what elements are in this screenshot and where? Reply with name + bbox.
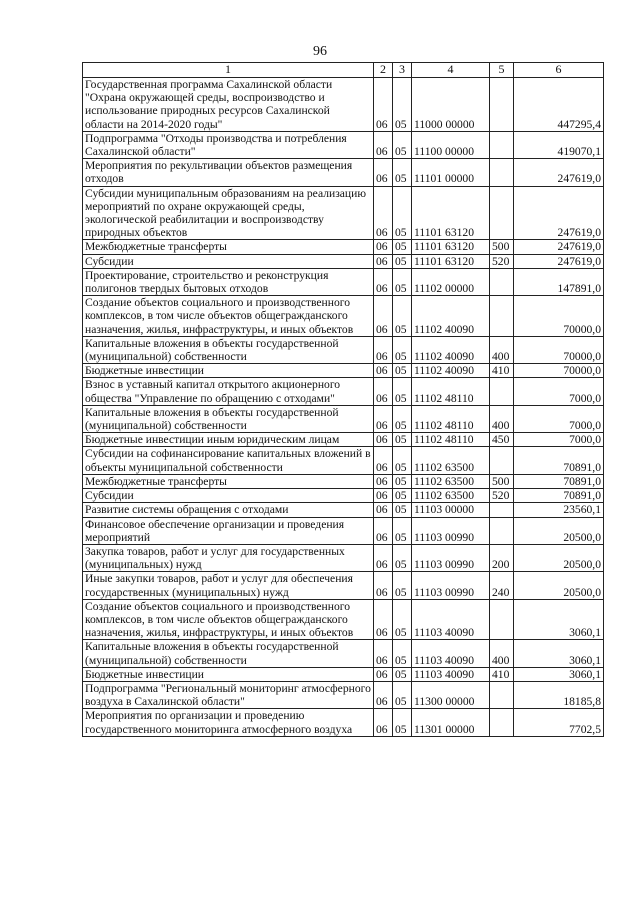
table-row bbox=[83, 433, 604, 447]
row-name: Бюджетные инвестиции bbox=[83, 667, 374, 681]
row-expense-type: 520 bbox=[490, 254, 514, 268]
row-target-article: 11300 00000 bbox=[412, 681, 490, 708]
row-expense-type: 240 bbox=[490, 572, 514, 599]
row-section: 06 bbox=[374, 240, 393, 254]
row-name: Капитальные вложения в объекты государственной (муниципальной) собственности bbox=[83, 640, 374, 667]
row-target-article: 11102 40090 bbox=[412, 336, 490, 363]
row-amount: 7702,5 bbox=[514, 709, 604, 736]
row-name: Финансовое обеспечение организации и проведения мероприятий bbox=[83, 517, 374, 544]
row-subsection: 05 bbox=[393, 433, 412, 447]
row-expense-type: 400 bbox=[490, 405, 514, 432]
table-row bbox=[83, 336, 604, 363]
row-subsection: 05 bbox=[393, 667, 412, 681]
row-subsection: 05 bbox=[393, 489, 412, 503]
row-amount: 70891,0 bbox=[514, 474, 604, 488]
row-section: 06 bbox=[374, 640, 393, 667]
row-expense-type bbox=[490, 378, 514, 405]
row-expense-type: 410 bbox=[490, 364, 514, 378]
row-expense-type: 410 bbox=[490, 667, 514, 681]
table-row bbox=[83, 447, 604, 474]
row-name: Создание объектов социального и производственного комплексов, в том числе объектов общегражданского назначения, жилья, инфраструктуры, и иных объектов bbox=[83, 296, 374, 337]
page-number: 96 bbox=[313, 44, 327, 59]
row-section: 06 bbox=[374, 599, 393, 640]
row-name: Государственная программа Сахалинской области "Охрана окружающей среды, воспроизводство и использование природных ресурсов Сахалинской области на 2014-2020 годы" bbox=[83, 78, 374, 132]
row-amount: 247619,0 bbox=[514, 240, 604, 254]
row-section: 06 bbox=[374, 336, 393, 363]
row-name: Иные закупки товаров, работ и услуг для обеспечения государственных (муниципальных) нужд bbox=[83, 572, 374, 599]
row-section: 06 bbox=[374, 159, 393, 186]
row-subsection: 05 bbox=[393, 364, 412, 378]
row-section: 06 bbox=[374, 405, 393, 432]
table-row bbox=[83, 489, 604, 503]
table-row bbox=[83, 667, 604, 681]
column-header-amount: 6 bbox=[514, 63, 604, 78]
row-name: Капитальные вложения в объекты государственной (муниципальной) собственности bbox=[83, 405, 374, 432]
table-row bbox=[83, 78, 604, 132]
row-target-article: 11103 00990 bbox=[412, 544, 490, 571]
row-expense-type: 400 bbox=[490, 336, 514, 363]
row-subsection: 05 bbox=[393, 254, 412, 268]
row-amount: 20500,0 bbox=[514, 544, 604, 571]
row-name: Субсидии bbox=[83, 489, 374, 503]
table-row bbox=[83, 254, 604, 268]
row-name: Взнос в уставный капитал открытого акционерного общества "Управление по обращению с отходами" bbox=[83, 378, 374, 405]
row-name: Подпрограмма "Региональный мониторинг атмосферного воздуха в Сахалинской области" bbox=[83, 681, 374, 708]
column-header-name: 1 bbox=[83, 63, 374, 78]
column-header-subsection: 3 bbox=[393, 63, 412, 78]
row-target-article: 11101 63120 bbox=[412, 254, 490, 268]
row-expense-type bbox=[490, 447, 514, 474]
row-name: Бюджетные инвестиции bbox=[83, 364, 374, 378]
row-target-article: 11103 00990 bbox=[412, 572, 490, 599]
row-expense-type: 200 bbox=[490, 544, 514, 571]
row-name: Капитальные вложения в объекты государственной (муниципальной) собственности bbox=[83, 336, 374, 363]
row-name: Мероприятия по рекультивации объектов размещения отходов bbox=[83, 159, 374, 186]
column-header-section: 2 bbox=[374, 63, 393, 78]
row-expense-type bbox=[490, 517, 514, 544]
row-expense-type bbox=[490, 503, 514, 517]
row-target-article: 11101 63120 bbox=[412, 240, 490, 254]
row-section: 06 bbox=[374, 681, 393, 708]
table-row bbox=[83, 503, 604, 517]
row-subsection: 05 bbox=[393, 503, 412, 517]
table-row bbox=[83, 131, 604, 158]
row-amount: 247619,0 bbox=[514, 186, 604, 240]
table-row bbox=[83, 474, 604, 488]
row-expense-type bbox=[490, 159, 514, 186]
row-amount: 70000,0 bbox=[514, 336, 604, 363]
table-row bbox=[83, 296, 604, 337]
row-section: 06 bbox=[374, 544, 393, 571]
row-target-article: 11102 63500 bbox=[412, 489, 490, 503]
table-row bbox=[83, 364, 604, 378]
table-row bbox=[83, 599, 604, 640]
row-target-article: 11102 00000 bbox=[412, 268, 490, 295]
table-body bbox=[83, 63, 604, 737]
row-section: 06 bbox=[374, 447, 393, 474]
row-target-article: 11103 40090 bbox=[412, 640, 490, 667]
column-header-type: 5 bbox=[490, 63, 514, 78]
row-target-article: 11000 00000 bbox=[412, 78, 490, 132]
row-target-article: 11102 40090 bbox=[412, 296, 490, 337]
row-amount: 23560,1 bbox=[514, 503, 604, 517]
table-row bbox=[83, 709, 604, 736]
row-amount: 3060,1 bbox=[514, 667, 604, 681]
row-target-article: 11102 48110 bbox=[412, 405, 490, 432]
table-row bbox=[83, 378, 604, 405]
row-expense-type: 500 bbox=[490, 240, 514, 254]
row-name: Межбюджетные трансферты bbox=[83, 240, 374, 254]
row-expense-type bbox=[490, 296, 514, 337]
row-subsection: 05 bbox=[393, 186, 412, 240]
row-target-article: 11103 40090 bbox=[412, 667, 490, 681]
row-section: 06 bbox=[374, 78, 393, 132]
row-amount: 70000,0 bbox=[514, 296, 604, 337]
row-target-article: 11102 63500 bbox=[412, 447, 490, 474]
row-expense-type: 520 bbox=[490, 489, 514, 503]
row-target-article: 11301 00000 bbox=[412, 709, 490, 736]
row-amount: 3060,1 bbox=[514, 640, 604, 667]
column-header-csr: 4 bbox=[412, 63, 490, 78]
table-row bbox=[83, 544, 604, 571]
row-section: 06 bbox=[374, 517, 393, 544]
row-section: 06 bbox=[374, 378, 393, 405]
row-subsection: 05 bbox=[393, 544, 412, 571]
row-subsection: 05 bbox=[393, 296, 412, 337]
row-section: 06 bbox=[374, 433, 393, 447]
row-expense-type bbox=[490, 78, 514, 132]
row-subsection: 05 bbox=[393, 640, 412, 667]
row-name: Субсидии муниципальным образованиям на реализацию мероприятий по охране окружающей среды, экологической реабилитации и воспроизводству природных объектов bbox=[83, 186, 374, 240]
row-target-article: 11102 40090 bbox=[412, 364, 490, 378]
row-subsection: 05 bbox=[393, 474, 412, 488]
row-name: Проектирование, строительство и реконструкция полигонов твердых бытовых отходов bbox=[83, 268, 374, 295]
row-subsection: 05 bbox=[393, 447, 412, 474]
row-name: Межбюджетные трансферты bbox=[83, 474, 374, 488]
row-amount: 147891,0 bbox=[514, 268, 604, 295]
row-name: Мероприятия по организации и проведению государственного мониторинга атмосферного воздуха bbox=[83, 709, 374, 736]
row-section: 06 bbox=[374, 667, 393, 681]
row-expense-type: 500 bbox=[490, 474, 514, 488]
row-amount: 20500,0 bbox=[514, 572, 604, 599]
row-name: Бюджетные инвестиции иным юридическим лицам bbox=[83, 433, 374, 447]
table-row bbox=[83, 572, 604, 599]
row-amount: 247619,0 bbox=[514, 254, 604, 268]
row-subsection: 05 bbox=[393, 517, 412, 544]
row-section: 06 bbox=[374, 364, 393, 378]
row-target-article: 11101 63120 bbox=[412, 186, 490, 240]
row-expense-type bbox=[490, 131, 514, 158]
budget-table bbox=[82, 62, 604, 737]
row-expense-type bbox=[490, 681, 514, 708]
table-row bbox=[83, 159, 604, 186]
row-expense-type bbox=[490, 709, 514, 736]
table-row bbox=[83, 681, 604, 708]
row-target-article: 11103 00990 bbox=[412, 517, 490, 544]
row-expense-type bbox=[490, 186, 514, 240]
row-name: Развитие системы обращения с отходами bbox=[83, 503, 374, 517]
row-amount: 20500,0 bbox=[514, 517, 604, 544]
row-expense-type bbox=[490, 599, 514, 640]
table-row bbox=[83, 268, 604, 295]
row-subsection: 05 bbox=[393, 572, 412, 599]
row-name: Закупка товаров, работ и услуг для государственных (муниципальных) нужд bbox=[83, 544, 374, 571]
row-target-article: 11103 40090 bbox=[412, 599, 490, 640]
row-amount: 70000,0 bbox=[514, 364, 604, 378]
row-section: 06 bbox=[374, 254, 393, 268]
row-section: 06 bbox=[374, 709, 393, 736]
row-subsection: 05 bbox=[393, 78, 412, 132]
row-expense-type bbox=[490, 268, 514, 295]
row-amount: 447295,4 bbox=[514, 78, 604, 132]
row-target-article: 11102 48110 bbox=[412, 433, 490, 447]
row-name: Субсидии bbox=[83, 254, 374, 268]
row-amount: 247619,0 bbox=[514, 159, 604, 186]
row-subsection: 05 bbox=[393, 336, 412, 363]
row-target-article: 11102 63500 bbox=[412, 474, 490, 488]
row-section: 06 bbox=[374, 489, 393, 503]
row-amount: 7000,0 bbox=[514, 378, 604, 405]
row-name: Субсидии на софинансирование капитальных вложений в объекты муниципальной собственности bbox=[83, 447, 374, 474]
row-section: 06 bbox=[374, 131, 393, 158]
row-subsection: 05 bbox=[393, 240, 412, 254]
row-amount: 70891,0 bbox=[514, 489, 604, 503]
row-subsection: 05 bbox=[393, 681, 412, 708]
row-subsection: 05 bbox=[393, 599, 412, 640]
row-amount: 3060,1 bbox=[514, 599, 604, 640]
row-expense-type: 400 bbox=[490, 640, 514, 667]
row-section: 06 bbox=[374, 268, 393, 295]
table-row bbox=[83, 186, 604, 240]
row-section: 06 bbox=[374, 296, 393, 337]
row-section: 06 bbox=[374, 503, 393, 517]
row-subsection: 05 bbox=[393, 378, 412, 405]
row-name: Подпрограмма "Отходы производства и потребления Сахалинской области" bbox=[83, 131, 374, 158]
row-amount: 419070,1 bbox=[514, 131, 604, 158]
row-section: 06 bbox=[374, 474, 393, 488]
row-target-article: 11103 00000 bbox=[412, 503, 490, 517]
row-amount: 70891,0 bbox=[514, 447, 604, 474]
row-expense-type: 450 bbox=[490, 433, 514, 447]
row-subsection: 05 bbox=[393, 159, 412, 186]
row-target-article: 11102 48110 bbox=[412, 378, 490, 405]
row-subsection: 05 bbox=[393, 131, 412, 158]
row-subsection: 05 bbox=[393, 268, 412, 295]
table-row bbox=[83, 240, 604, 254]
table-row bbox=[83, 640, 604, 667]
table-row bbox=[83, 517, 604, 544]
row-name: Создание объектов социального и производственного комплексов, в том числе объектов общегражданского назначения, жилья, инфраструктуры, и иных объектов bbox=[83, 599, 374, 640]
row-target-article: 11101 00000 bbox=[412, 159, 490, 186]
row-amount: 7000,0 bbox=[514, 405, 604, 432]
row-section: 06 bbox=[374, 572, 393, 599]
row-subsection: 05 bbox=[393, 709, 412, 736]
row-section: 06 bbox=[374, 186, 393, 240]
row-amount: 7000,0 bbox=[514, 433, 604, 447]
row-amount: 18185,8 bbox=[514, 681, 604, 708]
row-subsection: 05 bbox=[393, 405, 412, 432]
column-number-row bbox=[83, 63, 604, 78]
table-row bbox=[83, 405, 604, 432]
row-target-article: 11100 00000 bbox=[412, 131, 490, 158]
